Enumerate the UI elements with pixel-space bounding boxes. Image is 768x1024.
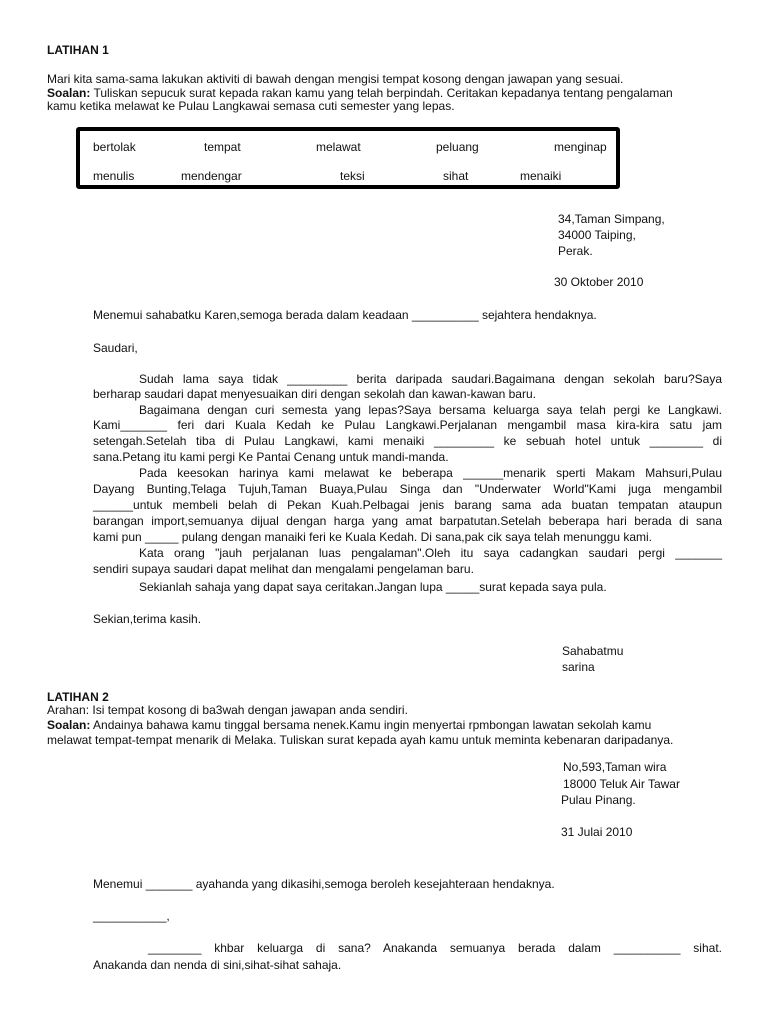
body-line: Kata orang "jauh perjalanan luas pengalaman".Oleh itu saya cadangkan saudari pergi _______ [139, 546, 722, 560]
body-line: Sudah lama saya tidak _________ berita daripada saudari.Bagaimana dengan sekolah baru?Saya [139, 372, 722, 386]
word-bank-item: teksi [340, 169, 365, 183]
salutation: ___________, [93, 909, 170, 923]
salutation: Saudari, [93, 341, 138, 355]
body-line: barangan import,semuanya dijual dengan harga yang amat barpatutan.Setelah beberapa hari berada di sana [93, 514, 722, 528]
body-line: Anakanda dan nenda di sini,sihat-sihat sahaja. [93, 958, 342, 972]
body-line: berharap saudari dapat menyesuaikan diri dengan sekolah dan kawan-kawan baru. [93, 387, 536, 401]
body-line: Pada keesokan harinya kami melawat ke beberapa ______menarik sperti Makam Mahsuri,Pulau [139, 466, 722, 480]
sign-off: Sahabatmu [562, 644, 624, 658]
body-line: Kami_______ feri dari Kuala Kedah ke Pulau Langkawi.Perjalanan mengambil masa kira-kira satu jam [93, 418, 722, 432]
soalan-text-2: melawat tempat-tempat menarik di Melaka. Tuliskan surat kepada ayah kamu untuk meminta kebenaran daripadanya. [47, 733, 674, 747]
latihan2-heading: LATIHAN 2 [47, 690, 109, 704]
body-line: sendiri supaya saudari dapat melihat dan mengalami pengelaman baru. [93, 562, 474, 576]
signature: sarina [562, 660, 595, 674]
soalan-label: Soalan: [47, 718, 91, 732]
word-bank-item: melawat [316, 140, 361, 154]
body-line: Dayang Bunting,Telaga Tujuh,Taman Buaya,Pulau Singa dan "Underwater World"Kami juga mengambil [93, 482, 722, 496]
address-line: 34000 Taiping, [558, 228, 636, 242]
address-line: Pulau Pinang. [561, 793, 636, 807]
word-bank-item: tempat [204, 140, 241, 154]
word-bank-item: mendengar [181, 169, 242, 183]
body-line: ______untuk membeli belah di Pekan Kuah.Pelbagai jenis barang sama ada buatan tempatan ataupun [93, 498, 722, 512]
latihan1-heading: LATIHAN 1 [47, 43, 109, 57]
greeting-line: Menemui sahabatku Karen,semoga berada dalam keadaan __________ sejahtera hendaknya. [93, 308, 597, 322]
soalan-label: Soalan: [47, 86, 91, 100]
body-line: Bagaimana dengan curi semesta yang lepas?Saya bersama keluarga saya telah pergi ke Langkawi. [139, 403, 722, 417]
address-line: 18000 Teluk Air Tawar [563, 777, 680, 791]
body-line: setengah.Setelah tiba di Pulau Langkawi, kami menaiki _________ ke sebuah hotel untuk ________ di [93, 434, 722, 448]
latihan1-instruction: Mari kita sama-sama lakukan aktiviti di bawah dengan mengisi tempat kosong dengan jawapan yang sesuai. [47, 72, 624, 86]
word-bank-item: bertolak [93, 140, 136, 154]
address-line: 34,Taman Simpang, [558, 212, 665, 226]
soalan-text-2: kamu ketika melawat ke Pulau Langkawai semasa cuti semester yang lepas. [47, 99, 455, 113]
word-bank-item: menaiki [520, 169, 562, 183]
greeting-line: Menemui _______ ayahanda yang dikasihi,semoga beroleh kesejahteraan hendaknya. [93, 877, 555, 891]
word-bank-item: menulis [93, 169, 135, 183]
word-bank-item: peluang [436, 140, 479, 154]
word-bank-item: menginap [554, 140, 607, 154]
address-line: No,593,Taman wira [563, 760, 667, 774]
address-line: Perak. [558, 244, 593, 258]
word-bank-row-2 [80, 169, 616, 184]
body-line: Sekianlah sahaja yang dapat saya ceritakan.Jangan lupa _____surat kepada saya pula. [139, 580, 607, 594]
letter-date: 31 Julai 2010 [561, 825, 633, 839]
closing: Sekian,terima kasih. [93, 612, 202, 626]
body-line: ________ khbar keluarga di sana? Anakanda semuanya berada dalam __________ sihat. [148, 941, 722, 955]
word-bank-item: sihat [443, 169, 469, 183]
word-bank-row-1 [80, 140, 616, 155]
soalan-text-1: Andainya bahawa kamu tinggal bersama nenek.Kamu ingin menyertai rpmbongan lawatan sekolah kamu [90, 718, 652, 732]
body-line: kami pun _____ pulang dengan manaiki feri ke Kuala Kedah. Di sana,pak cik saya telah menunggu kami. [93, 530, 653, 544]
letter-date: 30 Oktober 2010 [554, 275, 644, 289]
latihan2-soalan [47, 718, 651, 733]
latihan2-arahan: Arahan: Isi tempat kosong di ba3wah dengan jawapan anda sendiri. [47, 703, 408, 717]
body-line: sana.Petang itu kami pergi Ke Pantai Cenang untuk mandi-manda. [93, 450, 449, 464]
word-bank-box [76, 127, 620, 189]
soalan-text-1: Tuliskan sepucuk surat kepada rakan kamu yang telah berpindah. Ceritakan kepadanya tentang pengalaman [90, 86, 673, 100]
